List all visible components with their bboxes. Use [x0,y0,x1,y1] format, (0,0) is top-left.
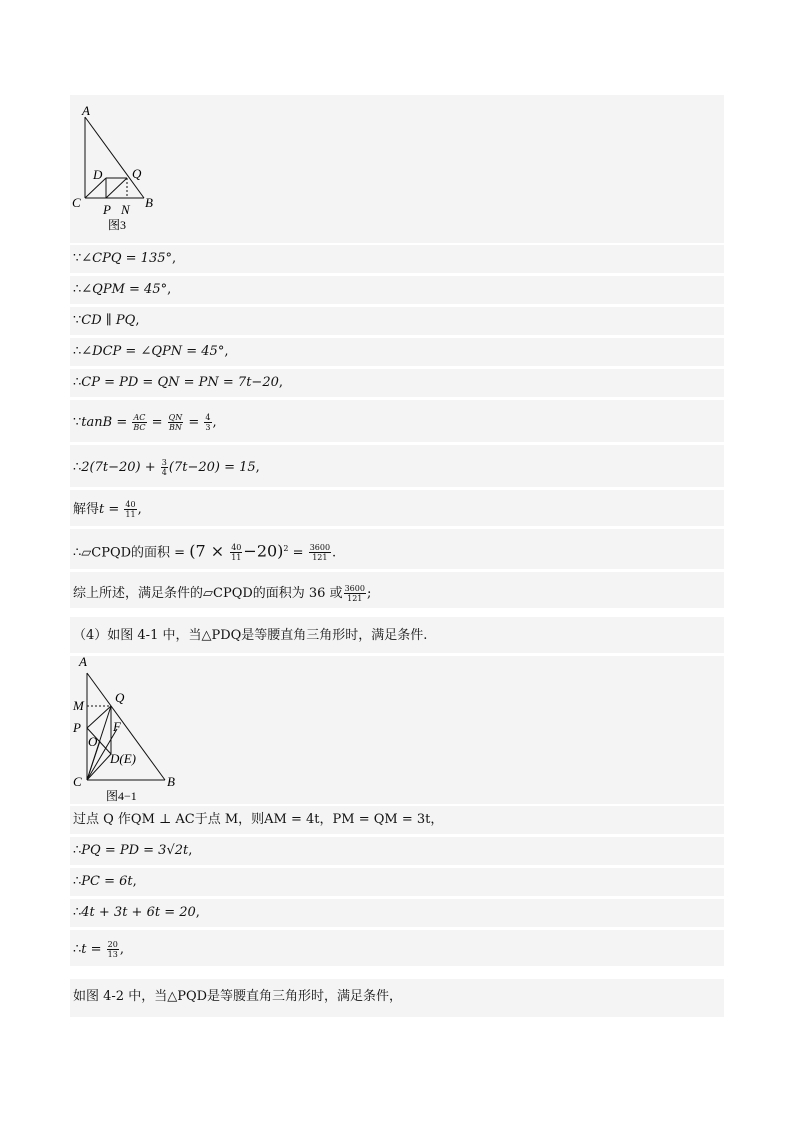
label-N: N [121,202,130,217]
therefore-symbol: ∴ [73,344,82,359]
text: （4）如图 4-1 中，当△PDQ是等腰直角三角形时，满足条件. [73,628,428,643]
numerator: 4 [205,413,211,422]
punctuation: , [119,942,124,957]
numerator: 3600 [344,584,365,593]
text: 如图 4-2 中，当△PQD是等腰直角三角形时，满足条件， [73,989,403,1004]
numerator: 40 [231,543,242,553]
equation-middle: −20) [243,541,284,561]
fraction-3600-121 [344,584,366,603]
line-6: ∵tanB = $\frac{AC}{BC}$ = $\frac{QN}{BN}$ = $\frac{4}{3}$ , [73,413,217,432]
text: 解得 [73,502,100,517]
punctuation: , [132,874,137,889]
line-12 [73,812,443,828]
equation-suffix: (7t−20) = 15 [168,460,256,475]
punctuation: , [135,313,140,328]
figure3-caption: 图3 [108,218,127,232]
denominator: 13 [107,950,118,959]
punctuation: , [278,375,283,390]
fraction-4-3 [204,413,211,432]
fraction-40-11 [230,543,242,562]
equation: CD ∥ PQ [81,313,136,328]
line-4 [73,344,228,360]
numerator: 40 [125,500,136,509]
equation: CP = PD = QN = PN = 7t−20 [81,375,279,390]
line-16 [73,940,124,959]
label-Q: Q [132,166,142,181]
figure41-caption: 图4−1 [106,789,137,803]
line-1 [73,251,176,267]
punctuation: , [212,415,217,430]
label-Q: Q [115,690,125,705]
label-F: F [113,719,121,734]
equation: 4t + 3t + 6t = 20 [81,905,196,920]
label-B: B [167,774,175,789]
punctuation: , [167,282,172,297]
line-13 [73,843,192,859]
therefore-symbol: ∴ [73,905,82,920]
denominator: 11 [125,510,136,519]
therefore-symbol: ∴ [73,843,82,858]
label-O: O [88,734,98,749]
text: 过点 Q 作QM ⊥ AC于点 M，则AM = 4t，PM = QM = 3t， [73,812,444,827]
label-C: C [73,774,82,789]
band-14 [70,868,724,896]
band-3 [70,307,724,335]
denominator: 121 [312,553,328,563]
area-label: ▱CPQD的面积 = [81,545,190,561]
line-14 [73,874,137,890]
because-symbol: ∵ [73,415,82,430]
therefore-symbol: ∴ [73,545,82,561]
denominator: 121 [347,594,363,603]
punctuation: , [224,344,229,359]
line-3 [73,313,139,329]
numerator: 3 [161,458,167,467]
punctuation: , [255,460,260,475]
line-8 [73,500,142,519]
equation: ∠DCP = ∠QPN = 45° [81,344,225,359]
numerator: QN [168,413,183,422]
punctuation: , [172,251,177,266]
fraction-ac-bc [132,413,146,432]
denominator: 4 [161,468,167,477]
fraction-qn-bn [168,413,184,432]
label-A: A [79,656,87,669]
equation-prefix: t = [99,502,124,517]
punctuation: , [137,502,142,517]
line-2 [73,282,171,298]
figure41-diagram [70,656,200,804]
equation-prefix: (7 × [189,541,230,561]
line-9 [73,541,336,562]
therefore-symbol: ∴ [73,375,82,390]
numerator: 3600 [309,543,331,553]
equation: ∠QPM = 45° [81,282,168,297]
label-DE: D(E) [110,751,136,766]
fraction-3-4 [161,458,168,477]
equation-prefix: tanB = [81,415,132,430]
figure3-diagram [70,95,190,237]
equation-prefix: t = [81,942,106,957]
punctuation: . [332,545,337,561]
line-7 [73,458,260,477]
because-symbol: ∵ [73,251,82,266]
denominator: BC [133,423,146,432]
equation: ∠CPQ = 135° [81,251,172,266]
fraction-3600-121 [309,543,331,562]
therefore-symbol: ∴ [73,874,82,889]
line-5 [73,375,283,391]
fraction-40-11 [124,500,136,519]
therefore-symbol: ∴ [73,460,82,475]
therefore-symbol: ∴ [73,282,82,297]
numerator: AC [133,413,146,422]
label-C: C [72,195,81,210]
line-15 [73,905,200,921]
equation: PC = 6t [81,874,133,889]
solution-content [70,95,724,1017]
label-P: P [103,202,111,217]
line-17 [73,989,402,1005]
numerator: 20 [107,940,118,949]
band-8 [70,490,724,526]
exponent: 2 [283,544,289,553]
because-symbol: ∵ [73,313,82,328]
label-P: P [73,720,81,735]
label-A: A [82,103,90,118]
equals: = [288,545,308,561]
line-10 [73,584,371,603]
punctuation: , [195,905,200,920]
fraction-20-13 [107,940,119,959]
text: 综上所述，满足条件的▱CPQD的面积为 36 或 [73,586,343,601]
band-16 [70,930,724,966]
label-B: B [145,195,153,210]
punctuation: , [188,843,193,858]
line-11 [73,628,427,644]
therefore-symbol: ∴ [73,942,82,957]
equation: PQ = PD = 3√2t [81,843,189,858]
label-D: D [93,167,103,182]
punctuation: ; [366,586,372,601]
denominator: BN [169,423,182,432]
denominator: 11 [231,553,242,563]
label-M: M [73,698,84,713]
denominator: 3 [205,423,211,432]
equation-prefix: 2(7t−20) + [81,460,160,475]
